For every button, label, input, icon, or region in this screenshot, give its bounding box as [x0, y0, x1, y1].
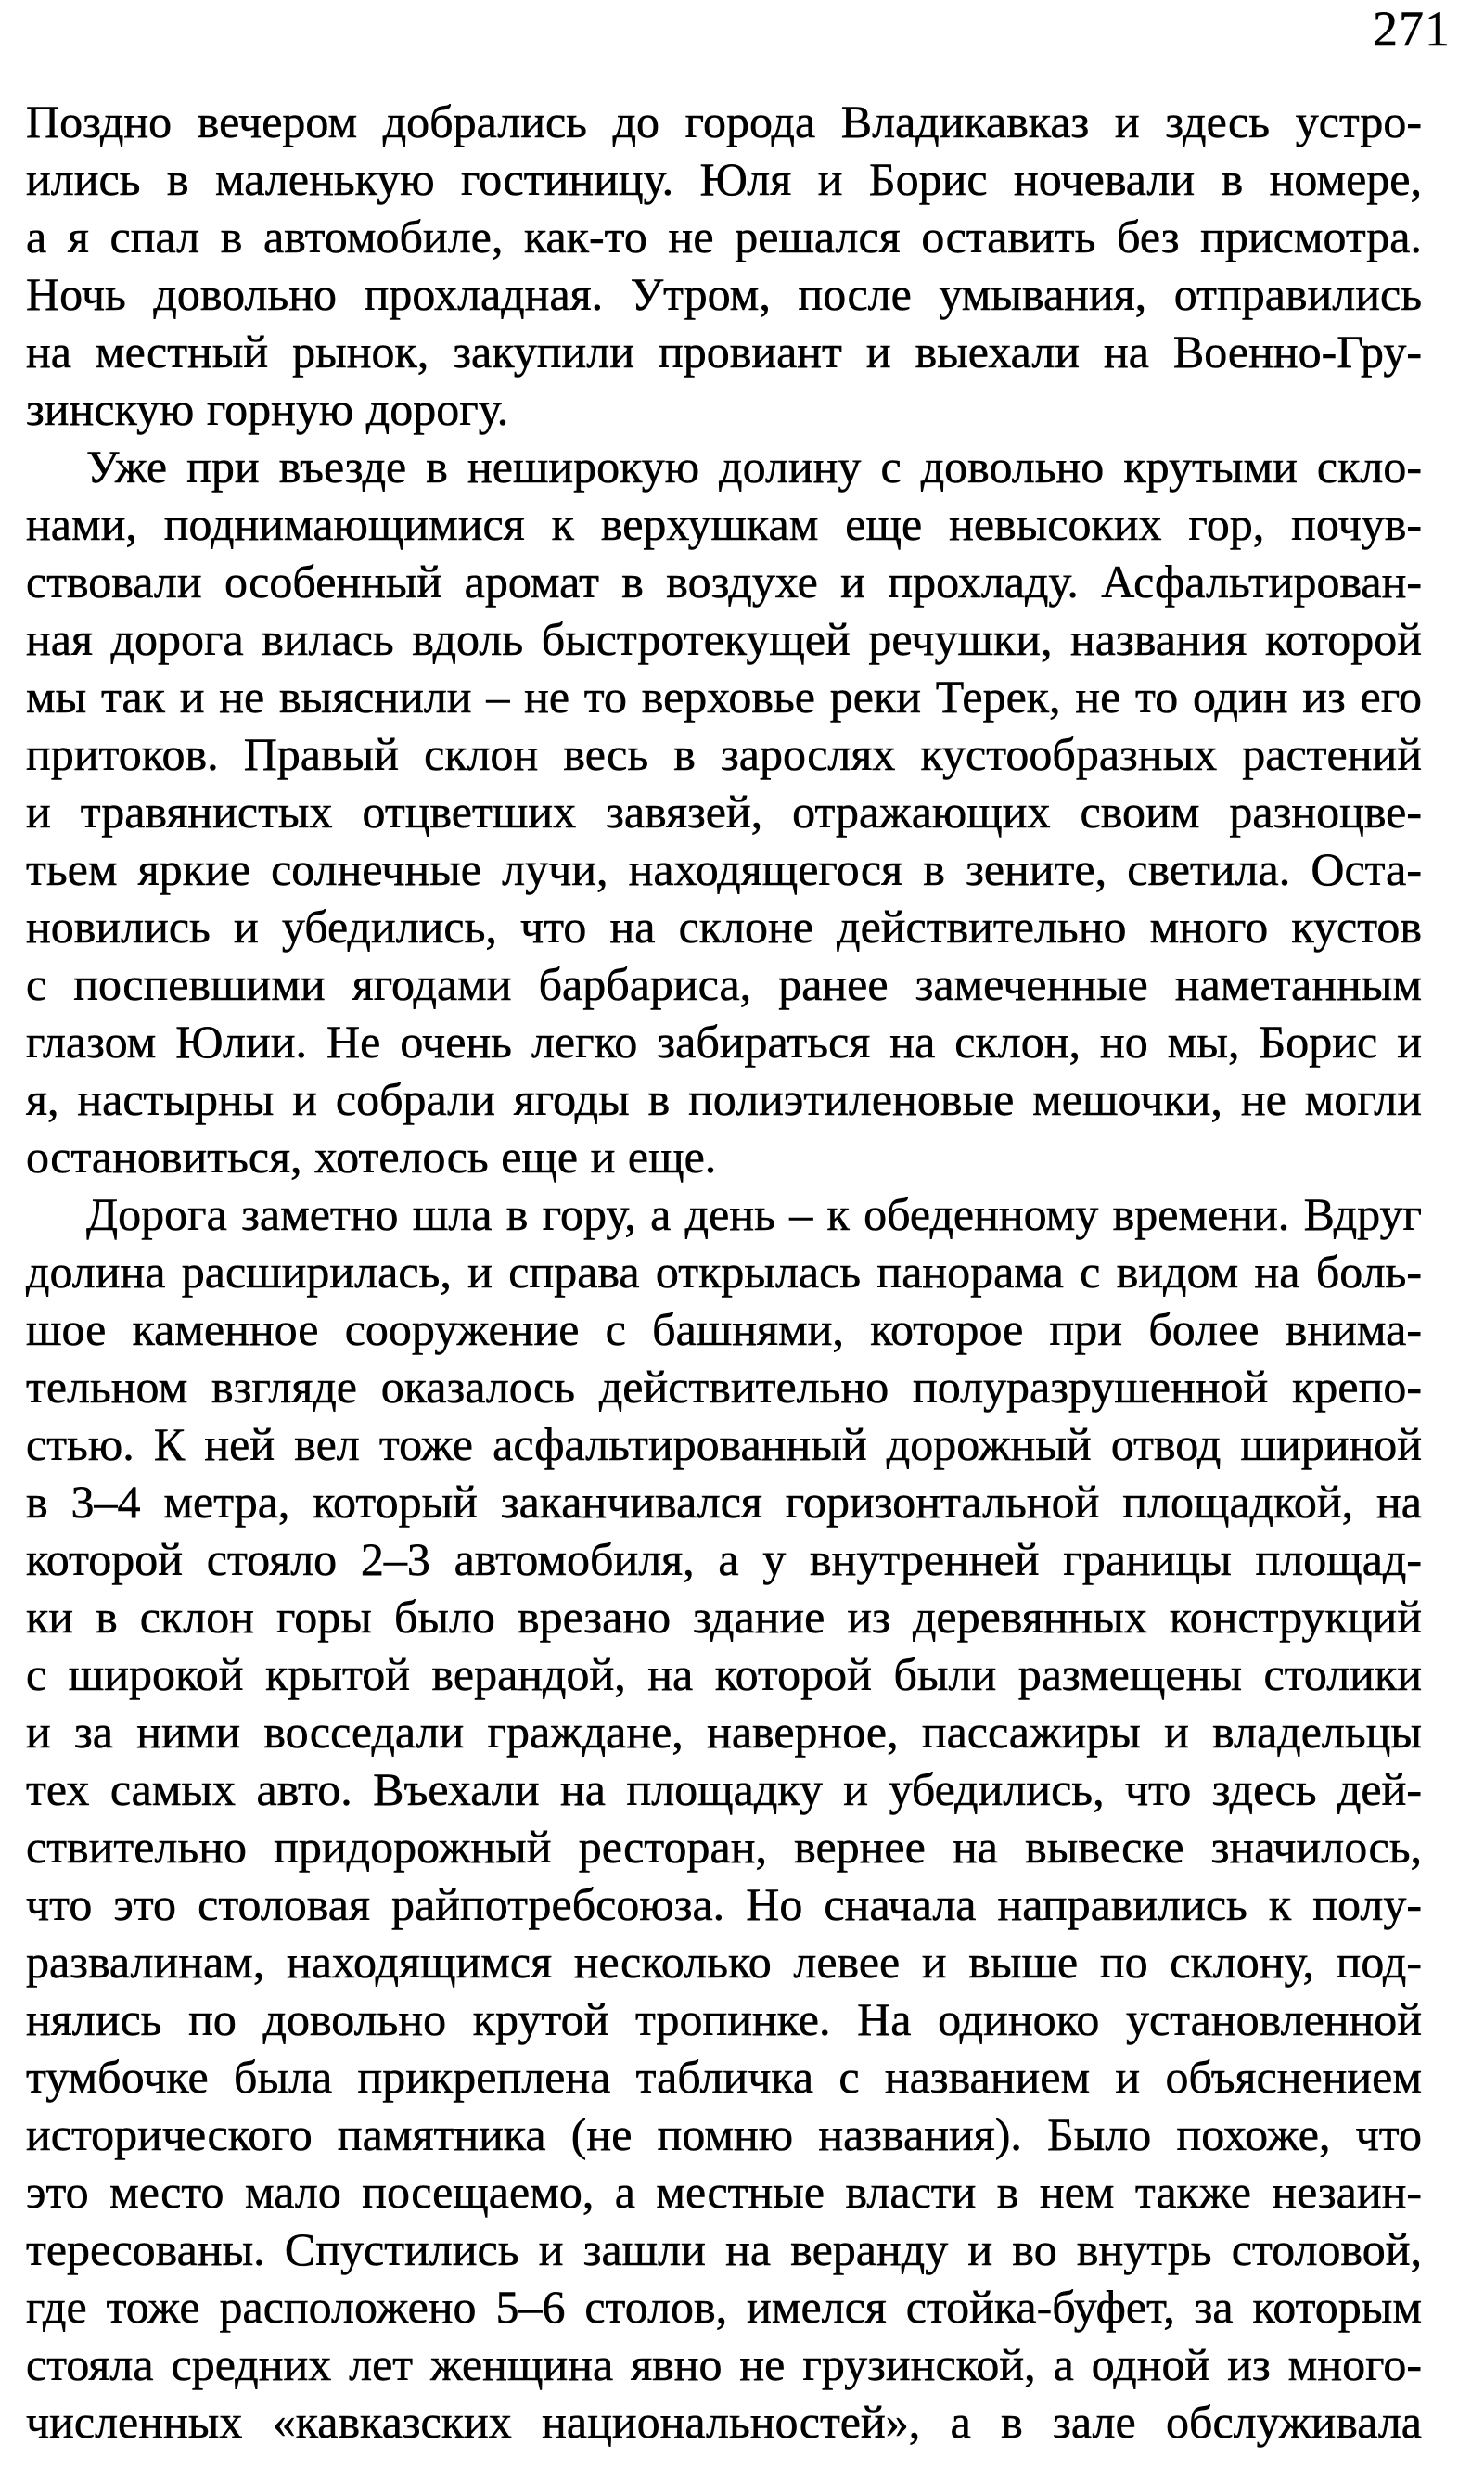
text-line: тельном взгляде оказалось действительно полуразрушенной крепо-: [26, 1361, 1422, 1413]
text-line: нялись по довольно крутой тропинке. На одиноко установленной: [26, 1993, 1422, 2045]
text-line: нами, поднимающимися к верхушкам еще невысоких гор, почув-: [26, 498, 1422, 550]
text-line: ки в склон горы было врезано здание из деревянных конструкций: [26, 1591, 1422, 1643]
text-line: что это столовая райпотребсоюза. Но сначала направились к полу-: [26, 1878, 1422, 1930]
paragraph: [26, 1185, 1422, 2451]
text-line: численных «кавказских национальностей», а в зале обслуживала: [26, 2396, 1422, 2448]
text-line: долина расширилась, и справа открылась панорама с видом на боль-: [26, 1246, 1422, 1298]
text-line: притоков. Правый склон весь в зарослях кустообразных растений: [26, 728, 1422, 780]
text-line: Поздно вечером добрались до города Владикавказ и здесь устро-: [26, 96, 1422, 147]
text-line: и за ними восседали граждане, наверное, пассажиры и владельцы: [26, 1706, 1422, 1758]
text-line: в 3–4 метра, который заканчивался горизонтальной площадкой, на: [26, 1476, 1422, 1528]
text-line: новились и убедились, что на склоне действительно много кустов: [26, 901, 1422, 953]
text-line: где тоже расположено 5–6 столов, имелся стойка-буфет, за которым: [26, 2281, 1422, 2333]
text-line: с поспевшими ягодами барбариса, ранее замеченные наметанным: [26, 958, 1422, 1010]
text-line: тересованы. Спустились и зашли на веранду и во внутрь столовой,: [26, 2223, 1422, 2275]
text-line: стью. К ней вел тоже асфальтированный дорожный отвод шириной: [26, 1418, 1422, 1470]
text-line: Дорога заметно шла в гору, а день – к обеденному времени. Вдруг: [86, 1188, 1422, 1240]
paragraph: [26, 438, 1422, 1185]
text-line: ствовали особенный аромат в воздухе и прохладу. Асфальтирован-: [26, 556, 1422, 608]
text-line: ились в маленькую гостиницу. Юля и Борис ночевали в номере,: [26, 153, 1422, 205]
text-line: тьем яркие солнечные лучи, находящегося в зените, светила. Оста-: [26, 843, 1422, 895]
text-line: исторического памятника (не помню названия). Было похоже, что: [26, 2108, 1422, 2160]
text-line: которой стояло 2–3 автомобиля, а у внутренней границы площад-: [26, 1533, 1422, 1585]
text-line: и травянистых отцветших завязей, отражающих своим разноцве-: [26, 786, 1422, 838]
page-text: [26, 93, 1422, 2451]
text-line: глазом Юлии. Не очень легко забираться на склон, но мы, Борис и: [26, 1016, 1422, 1068]
text-line: тех самых авто. Въехали на площадку и убедились, что здесь дей-: [26, 1763, 1422, 1815]
text-line: я, настырны и собрали ягоды в полиэтиленовые мешочки, не могли: [26, 1073, 1422, 1125]
text-line: стояла средних лет женщина явно не грузинской, а одной из много-: [26, 2338, 1422, 2390]
text-line: развалинам, находящимся несколько левее и выше по склону, под-: [26, 1936, 1422, 1988]
text-line: зинскую горную дорогу.: [26, 383, 509, 435]
text-line: ствительно придорожный ресторан, вернее на вывеске значилось,: [26, 1821, 1422, 1873]
paragraph: [26, 93, 1422, 438]
text-line: ная дорога вилась вдоль быстротекущей речушки, названия которой: [26, 613, 1422, 665]
text-line: Ночь довольно прохладная. Утром, после умывания, отправились: [26, 268, 1422, 320]
text-line: Уже при въезде в неширокую долину с довольно крутыми скло-: [86, 441, 1422, 493]
text-line: остановиться, хотелось еще и еще.: [26, 1131, 717, 1183]
text-line: мы так и не выяснили – не то верховье реки Терек, не то один из его: [26, 671, 1422, 723]
text-line: это место мало посещаемо, а местные власти в нем также незаин-: [26, 2166, 1422, 2218]
text-line: на местный рынок, закупили провиант и выехали на Военно-Гру-: [26, 326, 1422, 378]
text-line: шое каменное сооружение с башнями, которое при более внима-: [26, 1303, 1422, 1355]
text-line: тумбочке была прикреплена табличка с названием и объяснением: [26, 2051, 1422, 2103]
page-number: 271: [1373, 1, 1451, 57]
text-line: а я спал в автомобиле, как-то не решался оставить без присмотра.: [26, 211, 1422, 262]
text-line: с широкой крытой верандой, на которой были размещены столики: [26, 1648, 1422, 1700]
